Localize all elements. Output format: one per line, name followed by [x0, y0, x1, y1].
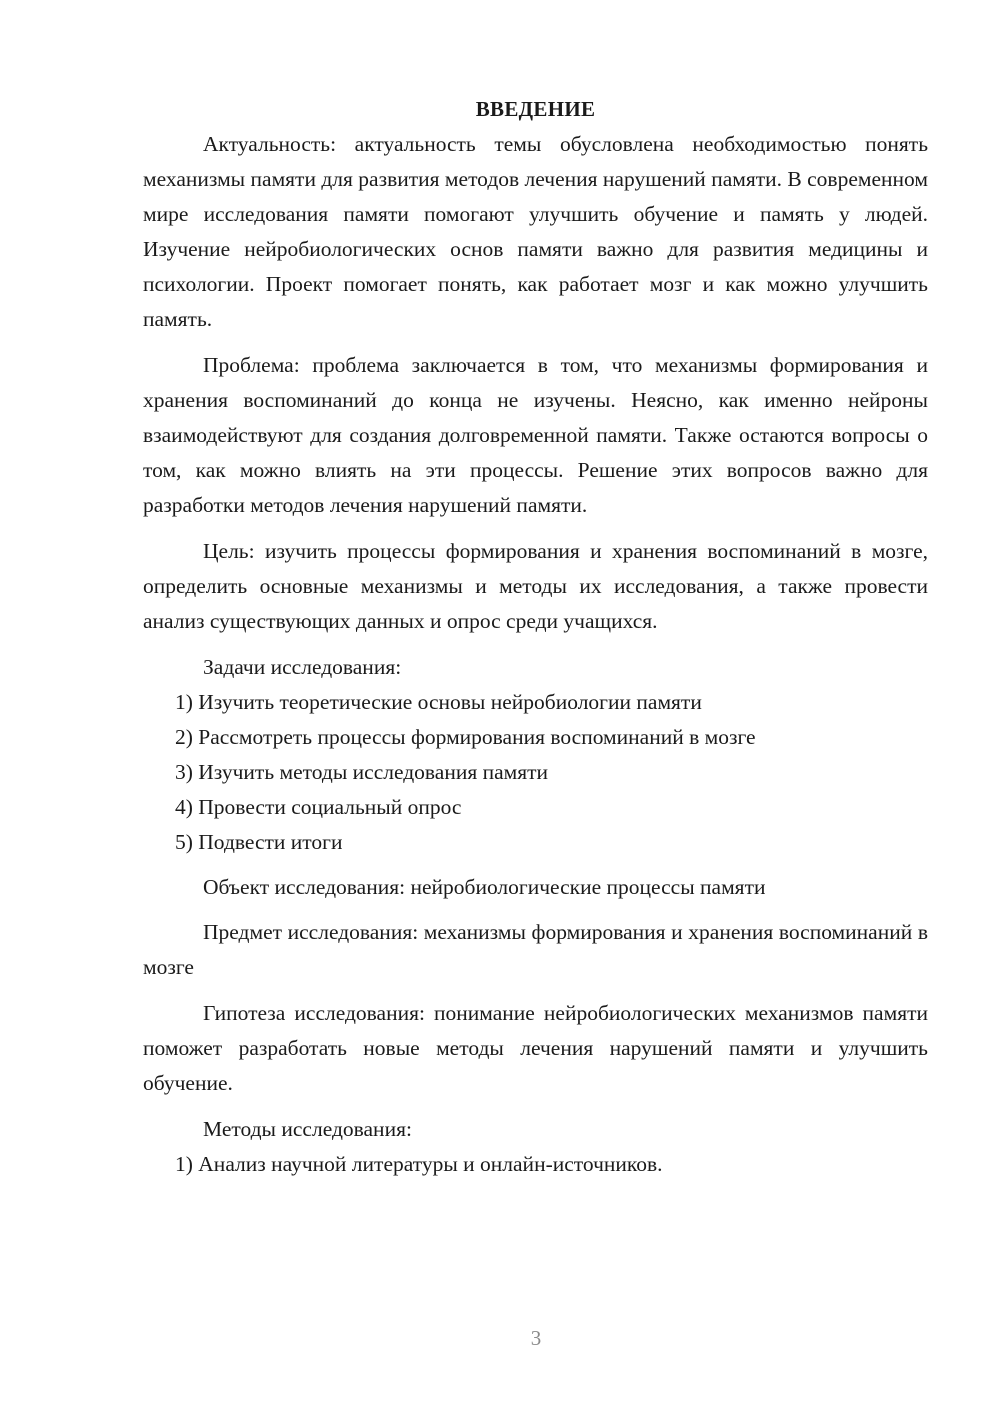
object-paragraph: Объект исследования: нейробиологические процессы памяти — [203, 875, 766, 899]
page-number: 3 — [530, 1326, 542, 1350]
subject-paragraph: Предмет исследования: механизмы формирования и хранения воспоминаний в мозге — [143, 920, 928, 979]
task-item-1: 1) Изучить теоретические основы нейробиологии памяти — [175, 690, 702, 714]
goal-paragraph: Цель: изучить процессы формирования и хранения воспоминаний в мозге, определить основные механизмы и методы их исследования, а также провести анализ существующих данных и опрос среди учащихся. — [143, 539, 928, 633]
task-item-4: 4) Провести социальный опрос — [175, 795, 462, 819]
hypothesis-paragraph: Гипотеза исследования: понимание нейробиологических механизмов памяти поможет разработать новые методы лечения нарушений памяти и улучшить обучение. — [143, 1001, 928, 1095]
tasks-heading: Задачи исследования: — [203, 655, 402, 679]
section-title: ВВЕДЕНИЕ — [475, 97, 596, 121]
method-item-1: 1) Анализ научной литературы и онлайн-источников. — [175, 1152, 663, 1176]
relevance-paragraph: Актуальность: актуальность темы обусловлена необходимостью понять механизмы памяти для развития методов лечения нарушений памяти. В современном мире исследования памяти помогают улучшить обучение и память у людей. Изучение нейробиологических основ памяти важно для развития медицины и психологии. Проект помогает понять, как работает мозг и как можно улучшить память. — [143, 132, 928, 331]
task-item-5: 5) Подвести итоги — [175, 830, 343, 854]
task-item-3: 3) Изучить методы исследования памяти — [175, 760, 549, 784]
document-page — [143, 92, 928, 1182]
problem-paragraph: Проблема: проблема заключается в том, что механизмы формирования и хранения воспоминаний до конца не изучены. Неясно, как именно нейроны взаимодействуют для создания долговременной памяти. Также остаются вопросы о том, как можно влиять на эти процессы. Решение этих вопросов важно для разработки методов лечения нарушений памяти. — [143, 353, 928, 517]
task-item-2: 2) Рассмотреть процессы формирования воспоминаний в мозге — [175, 725, 756, 749]
methods-heading: Методы исследования: — [203, 1117, 412, 1141]
